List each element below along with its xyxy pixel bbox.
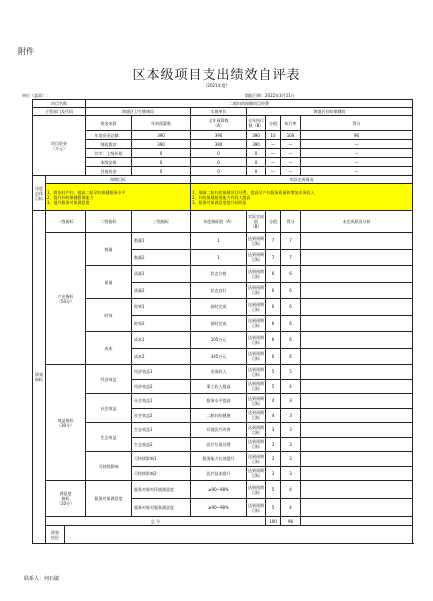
goals-actual: 1、保障二胎妇幼保健项目经费，提高孕产妇服务质量和增加业务收入 2、妇幼保健服务能力有较大提高 3、服务对象满意度提升较明显 bbox=[191, 184, 413, 211]
evaluation-table bbox=[32, 99, 413, 544]
indicator-score: 6 bbox=[266, 299, 281, 316]
indicator-score: 6 bbox=[266, 266, 281, 283]
fill-date: 填报日期：2022年3月11日 bbox=[245, 93, 295, 98]
indicator-got: 6 bbox=[281, 348, 301, 365]
indicator-target: 业务收入 bbox=[191, 365, 247, 380]
indicator-got: 6 bbox=[281, 315, 301, 332]
indicator-got: 3 bbox=[281, 408, 301, 423]
indicator-lvl3: 成本2 bbox=[132, 348, 191, 365]
indicator-target: 事工收入提高 bbox=[191, 379, 247, 394]
perf-indicator-label: 绩效 指标 bbox=[33, 211, 46, 544]
funds-rate: — bbox=[281, 149, 301, 158]
indicator-lvl2: 生态效益 bbox=[86, 423, 132, 452]
header-target: 年度指标值（A） bbox=[191, 211, 247, 233]
funds-header: 资金来源 bbox=[86, 116, 132, 131]
unit-label: 单位（盖章）： bbox=[22, 93, 50, 98]
header-reason: 未完成原因分析 bbox=[301, 211, 413, 233]
indicator-got: 4 bbox=[281, 499, 301, 517]
satis-indicator-label: 满意度 指标 （10分） bbox=[46, 481, 86, 517]
indicator-reason bbox=[301, 379, 413, 394]
indicator-target: 环境医疗改善 bbox=[191, 423, 247, 438]
indicator-lvl3: 服务对象对服务满意度 bbox=[132, 499, 191, 517]
total-reason bbox=[301, 517, 413, 526]
remark-label: 绩效 结论 bbox=[46, 526, 65, 544]
impl-value: 海盛区妇幼保健院 bbox=[247, 108, 413, 116]
indicator-lvl2: 数量 bbox=[86, 233, 132, 266]
indicator-lvl2: 质量 bbox=[86, 266, 132, 299]
indicator-actual: 达到预期目标 bbox=[247, 315, 266, 332]
funds-rate: 100 bbox=[281, 131, 301, 140]
indicator-target: 状态合格 bbox=[191, 266, 247, 283]
indicator-got: 5 bbox=[281, 365, 301, 380]
indicator-lvl3: 质量1 bbox=[132, 266, 191, 283]
funds-rate: — bbox=[281, 140, 301, 149]
indicator-got: 3 bbox=[281, 437, 301, 452]
indicator-reason bbox=[301, 332, 413, 349]
indicator-lvl3: 数量2 bbox=[132, 249, 191, 266]
indicator-lvl3: 经济效益2 bbox=[132, 379, 191, 394]
indicator-actual: 达到预期目标 bbox=[247, 348, 266, 365]
indicator-reason bbox=[301, 452, 413, 467]
indicator-target: 105万元 bbox=[191, 332, 247, 349]
indicator-reason bbox=[301, 315, 413, 332]
indicator-reason bbox=[301, 437, 413, 452]
funds-got: — bbox=[301, 149, 413, 158]
indicator-reason bbox=[301, 348, 413, 365]
effect-indicator-label: 效益指标 （30分） bbox=[46, 365, 86, 481]
indicator-target: 1 bbox=[191, 233, 247, 250]
indicator-reason bbox=[301, 408, 413, 423]
indicator-got: 7 bbox=[281, 233, 301, 250]
indicator-target: 服务水平提高 bbox=[191, 394, 247, 409]
indicator-lvl3: 生态效益1 bbox=[132, 423, 191, 438]
indicator-lvl3: 经济效益1 bbox=[132, 365, 191, 380]
indicator-lvl2: 成本 bbox=[86, 332, 132, 365]
indicator-lvl3: 社会效益1 bbox=[132, 394, 191, 409]
indicator-lvl2: 经济效益 bbox=[86, 365, 132, 394]
funds-score: 10 bbox=[266, 131, 281, 140]
funds-full: 0 bbox=[191, 149, 247, 158]
funds-source: 本级安排 bbox=[86, 158, 132, 167]
funds-got: — bbox=[301, 167, 413, 176]
indicator-lvl3: 时效2 bbox=[132, 315, 191, 332]
funds-got: 96 bbox=[301, 131, 413, 140]
funds-full: 0 bbox=[191, 158, 247, 167]
indicator-actual: 达到预期目标 bbox=[247, 481, 266, 499]
indicator-score: 7 bbox=[266, 249, 281, 266]
indicator-target: 医疗垃圾处理 bbox=[191, 437, 247, 452]
funds-score: — bbox=[266, 149, 281, 158]
indicator-got: 6 bbox=[281, 332, 301, 349]
indicator-got: 4 bbox=[281, 379, 301, 394]
remark-content bbox=[65, 526, 413, 544]
header-actual: 实际完成值 （B） bbox=[247, 211, 266, 233]
funds-score: — bbox=[266, 167, 281, 176]
funds-label: 项目资金 （万元） bbox=[33, 116, 86, 176]
indicator-reason bbox=[301, 499, 413, 517]
funds-rate: — bbox=[281, 158, 301, 167]
indicator-reason bbox=[301, 249, 413, 266]
indicator-actual: 达到预期目标 bbox=[247, 332, 266, 349]
funds-source: 其中：上级补助 bbox=[86, 149, 132, 158]
funds-exec: 0 bbox=[247, 158, 266, 167]
funds-budget: 0 bbox=[132, 167, 191, 176]
impl-label: 实施单位 bbox=[191, 108, 247, 116]
funds-full: 390 bbox=[191, 140, 247, 149]
indicator-got: 6 bbox=[281, 266, 301, 283]
indicator-score: 4 bbox=[266, 394, 281, 409]
indicator-lvl3: 可持续影响1 bbox=[132, 452, 191, 467]
indicator-actual: 达到预期目标 bbox=[247, 249, 266, 266]
indicator-lvl2: 服务对象满意度 bbox=[86, 481, 132, 517]
indicator-lvl3: 成本1 bbox=[132, 332, 191, 349]
indicator-target: 二胎妇幼健康 bbox=[191, 408, 247, 423]
indicator-lvl3: 时效1 bbox=[132, 299, 191, 316]
funds-header: 执行率 bbox=[281, 116, 301, 131]
funds-budget: 0 bbox=[132, 158, 191, 167]
goals-actual-label: 实际完成情况 bbox=[191, 176, 413, 184]
indicator-score: 5 bbox=[266, 499, 281, 517]
goals-expected-label: 预期目标 bbox=[46, 176, 191, 184]
indicator-actual: 达到预期目标 bbox=[247, 394, 266, 409]
indicator-lvl2: 可持续影响 bbox=[86, 452, 132, 481]
indicator-actual: 达到预期目标 bbox=[247, 423, 266, 438]
indicator-score: 3 bbox=[266, 423, 281, 438]
dept-value: 海盛区卫生健康局 bbox=[86, 108, 191, 116]
funds-rate: — bbox=[281, 167, 301, 176]
funds-full: 390 bbox=[191, 131, 247, 140]
header-lvl2: 二级指标 bbox=[86, 211, 132, 233]
indicator-reason bbox=[301, 233, 413, 250]
indicator-target: 服务能力长效提升 bbox=[191, 452, 247, 467]
indicator-score: 3 bbox=[266, 466, 281, 481]
indicator-reason bbox=[301, 481, 413, 499]
indicator-score: 4 bbox=[266, 408, 281, 423]
total-got: 96 bbox=[281, 517, 301, 526]
indicator-score: 7 bbox=[266, 233, 281, 250]
funds-exec: 390 bbox=[247, 131, 266, 140]
header-got: 得分 bbox=[281, 211, 301, 233]
indicator-actual: 达到预期目标 bbox=[247, 437, 266, 452]
indicator-lvl3: 社会效益2 bbox=[132, 408, 191, 423]
indicator-reason bbox=[301, 299, 413, 316]
indicator-actual: 达到预期目标 bbox=[247, 233, 266, 250]
funds-budget: 390 bbox=[132, 140, 191, 149]
indicator-target: 按时完成 bbox=[191, 299, 247, 316]
dept-label: 主管部门及代码 bbox=[33, 108, 86, 116]
goals-label: 年度总体目标 bbox=[33, 176, 46, 211]
funds-budget: 0 bbox=[132, 149, 191, 158]
indicator-score: 6 bbox=[266, 282, 281, 299]
indicator-actual: 达到预期目标 bbox=[247, 466, 266, 481]
indicator-reason bbox=[301, 423, 413, 438]
indicator-actual: 达到预期目标 bbox=[247, 365, 266, 380]
indicator-score: 5 bbox=[266, 481, 281, 499]
indicator-actual: 达到预期目标 bbox=[247, 408, 266, 423]
indicator-score: 6 bbox=[266, 348, 281, 365]
indicator-reason bbox=[301, 466, 413, 481]
indicator-actual: 达到预期目标 bbox=[247, 499, 266, 517]
indicator-reason bbox=[301, 266, 413, 283]
attachment-label: 附件 bbox=[18, 47, 34, 56]
output-indicator-label: 产出指标 （50分） bbox=[46, 233, 86, 365]
goals-expected: 1、救治妊产妇，提高二胎孕妇保健服务水平 2、提升妇幼保健服务能力 3、提升服务对象满意度 bbox=[46, 184, 191, 211]
funds-budget: 390 bbox=[132, 131, 191, 140]
funds-header: 得分 bbox=[301, 116, 413, 131]
funds-score: — bbox=[266, 140, 281, 149]
indicator-actual: 达到预期目标 bbox=[247, 452, 266, 467]
indicator-target: 状态良好 bbox=[191, 282, 247, 299]
indicator-target: 345万元 bbox=[191, 348, 247, 365]
page-title: 区本级项目支出绩效自评表 bbox=[132, 68, 301, 83]
funds-full: 0 bbox=[191, 167, 247, 176]
funds-header: 年初预算数 bbox=[132, 116, 191, 131]
indicator-score: 6 bbox=[266, 315, 281, 332]
indicator-score: 6 bbox=[266, 332, 281, 349]
indicator-reason bbox=[301, 365, 413, 380]
funds-source: 其他资金 bbox=[86, 167, 132, 176]
indicator-target: ≥90~98% bbox=[191, 481, 247, 499]
indicator-target: 医疗技术提升 bbox=[191, 466, 247, 481]
indicator-got: 3 bbox=[281, 466, 301, 481]
indicator-got: 7 bbox=[281, 249, 301, 266]
indicator-lvl3: 数量1 bbox=[132, 233, 191, 250]
header-score: 分值 bbox=[266, 211, 281, 233]
indicator-actual: 达到预期目标 bbox=[247, 379, 266, 394]
funds-exec: 390 bbox=[247, 140, 266, 149]
indicator-got: 4 bbox=[281, 481, 301, 499]
funds-source: 年度资金总额： bbox=[86, 131, 132, 140]
indicator-score: 3 bbox=[266, 437, 281, 452]
indicator-reason bbox=[301, 394, 413, 409]
indicator-lvl2: 社会效益 bbox=[86, 394, 132, 423]
indicator-got: 3 bbox=[281, 452, 301, 467]
funds-exec: 0 bbox=[247, 167, 266, 176]
indicator-target: 1 bbox=[191, 249, 247, 266]
funds-got: — bbox=[301, 140, 413, 149]
indicator-actual: 达到预期目标 bbox=[247, 282, 266, 299]
indicator-score: 5 bbox=[266, 365, 281, 380]
indicator-got: 3 bbox=[281, 423, 301, 438]
indicator-target: ≥90~98% bbox=[191, 499, 247, 517]
indicator-got: 6 bbox=[281, 299, 301, 316]
funds-source: 财政拨款 bbox=[86, 140, 132, 149]
funds-got: — bbox=[301, 158, 413, 167]
indicator-score: 3 bbox=[266, 452, 281, 467]
project-name-label: 项目名称 bbox=[33, 100, 86, 108]
indicator-score: 5 bbox=[266, 379, 281, 394]
total-label: 总 分 bbox=[46, 517, 266, 526]
indicator-lvl3: 质量2 bbox=[132, 282, 191, 299]
indicator-got: 3 bbox=[281, 394, 301, 409]
indicator-lvl3: 可持续影响2 bbox=[132, 466, 191, 481]
funds-header: 全年执行数（B） bbox=[247, 116, 266, 131]
funds-score: — bbox=[266, 158, 281, 167]
funds-header: 全年预算数 （A） bbox=[191, 116, 247, 131]
indicator-lvl2: 时效 bbox=[86, 299, 132, 332]
indicator-lvl3: 服务对象对环境满意度 bbox=[132, 481, 191, 499]
contact-person: 联系人：何石敏 bbox=[24, 576, 60, 582]
funds-header: 分值 bbox=[266, 116, 281, 131]
year-note: （2021年度） bbox=[203, 83, 230, 88]
indicator-lvl3: 生态效益2 bbox=[132, 437, 191, 452]
header-lvl1: 一级指标 bbox=[46, 211, 86, 233]
indicator-reason bbox=[301, 282, 413, 299]
indicator-actual: 达到预期目标 bbox=[247, 266, 266, 283]
total-score: 100 bbox=[266, 517, 281, 526]
indicator-actual: 达到预期目标 bbox=[247, 299, 266, 316]
indicator-target: 按时完成 bbox=[191, 315, 247, 332]
funds-exec: 0 bbox=[247, 149, 266, 158]
project-name: 二胎妇幼保健项目经费 bbox=[86, 100, 413, 108]
indicator-got: 6 bbox=[281, 282, 301, 299]
header-lvl3: 三级指标 bbox=[132, 211, 191, 233]
